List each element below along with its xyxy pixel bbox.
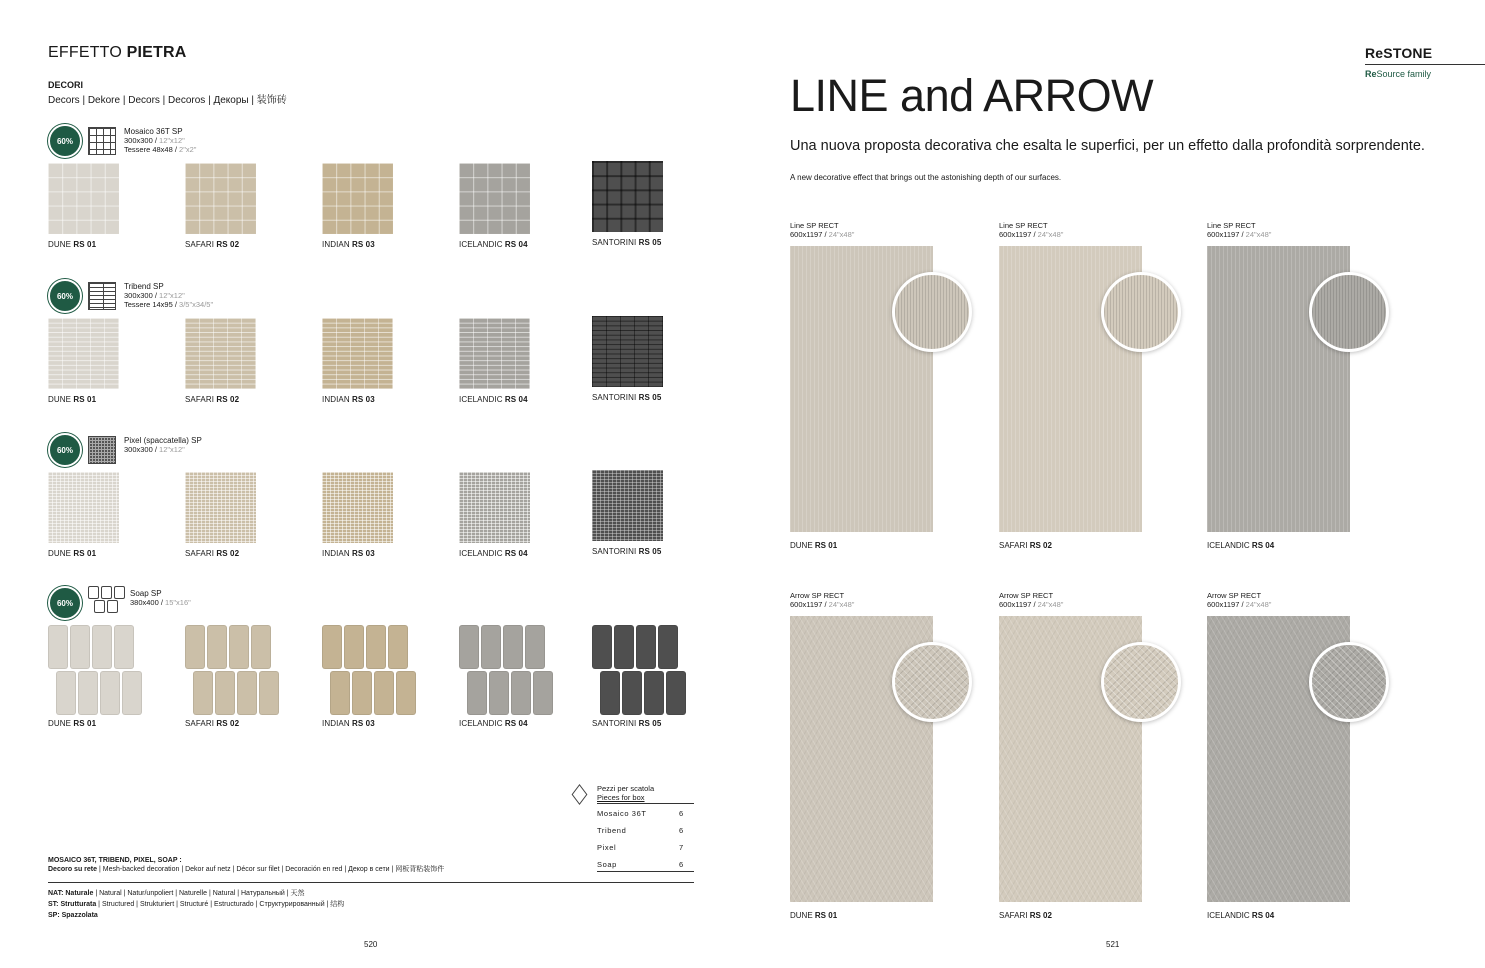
tile-pattern-icon: [88, 127, 116, 155]
mesh-translations: | Mesh-backed decoration | Dekor auf netz | Décor sur filet | Decoración en red | Декор в сети | 网板背粘装饰件: [97, 866, 445, 873]
color-code: RS 05: [638, 547, 662, 556]
section-meta: [124, 127, 196, 154]
tile-label: [592, 238, 661, 247]
slab-meta: [999, 221, 1063, 239]
texture-zoom: [1309, 272, 1389, 352]
divider: [48, 882, 694, 883]
color-name: ICELANDIC: [459, 549, 503, 558]
color-code: RS 04: [504, 549, 528, 558]
brand-family-rest: Source family: [1376, 69, 1432, 79]
color-code: RS 01: [73, 395, 97, 404]
brand-name: ReSTONE: [1365, 45, 1433, 61]
tile-swatch: [48, 318, 119, 389]
pieces-row: [597, 843, 694, 852]
slab-meta: [1207, 591, 1271, 609]
tile-swatch: [459, 163, 530, 234]
st-translations: | Structured | Strukturiert | Structuré | Estructurado | Структурированный | 结构: [96, 901, 345, 908]
pieces-subtitle: Pieces for box: [597, 793, 645, 802]
color-name: SAFARI: [185, 549, 215, 558]
tile-swatch: [459, 318, 530, 389]
product-name: Soap SP: [130, 589, 162, 598]
color-name: DUNE: [48, 395, 72, 404]
slab-size: 600x1197 /: [1207, 230, 1246, 239]
slab-meta: [999, 591, 1063, 609]
recycle-badge-icon: [48, 124, 82, 158]
tessera-size: Tessere 48x48 /: [124, 145, 180, 154]
color-code: RS 05: [638, 238, 662, 247]
slab-size-inches: 24"x48": [828, 230, 855, 239]
tessera-size-inches: 3/5"x34/5": [179, 300, 214, 309]
texture-zoom: [892, 272, 972, 352]
right-page: [742, 0, 1485, 968]
color-code: RS 02: [1029, 541, 1052, 550]
notes-heading: MOSAICO 36T, TRIBEND, PIXEL, SOAP :: [48, 857, 182, 864]
color-name: SAFARI: [185, 719, 215, 728]
color-code: RS 05: [638, 393, 662, 402]
pieces-count: 6: [679, 809, 684, 818]
slab-meta: [790, 221, 854, 239]
recycle-badge-icon: [48, 433, 82, 467]
product-name: Tribend SP: [124, 282, 164, 291]
texture-zoom: [892, 642, 972, 722]
color-code: RS 02: [216, 719, 240, 728]
tile-label: [48, 719, 96, 728]
slab-size: 600x1197 /: [999, 230, 1038, 239]
line-product-name: Line SP RECT: [790, 221, 839, 230]
product-size: 380x400 /: [130, 598, 166, 607]
tile-label: [459, 719, 528, 728]
decori-subtitle: Decors | Dekore | Decors | Decoros | Декоры | 装饰砖: [48, 95, 287, 106]
tile-swatch: [48, 163, 119, 234]
pieces-row: [597, 860, 694, 869]
tile-label: [322, 719, 375, 728]
color-code: RS 02: [216, 549, 240, 558]
color-name: DUNE: [48, 549, 72, 558]
color-code: RS 04: [1251, 911, 1275, 920]
brand-family: [1365, 69, 1485, 79]
tile-swatch: [592, 316, 663, 387]
product-name: Mosaico 36T SP: [124, 127, 183, 136]
color-name: INDIAN: [322, 240, 350, 249]
tile-pattern-icon: [88, 282, 116, 310]
pieces-row: [597, 809, 694, 818]
recycle-badge-icon: [48, 586, 82, 620]
color-code: RS 02: [216, 240, 240, 249]
slab-size-inches: 24"x48": [1037, 230, 1064, 239]
section-header: [48, 44, 187, 62]
tile-swatch: [185, 163, 256, 234]
tile-pattern-icon: [88, 436, 116, 464]
product-size-inches: 12"x12": [159, 291, 185, 300]
st-label: ST: Strutturata: [48, 901, 97, 908]
product-size: 300x300 /: [124, 136, 160, 145]
recycle-percentage: 60%: [56, 445, 73, 455]
tile-label: [185, 719, 239, 728]
color-name: INDIAN: [322, 395, 350, 404]
slab-size-inches: 24"x48": [1245, 230, 1272, 239]
line-product-name: Line SP RECT: [999, 221, 1048, 230]
color-name: INDIAN: [322, 719, 350, 728]
mesh-label: Decoro su rete: [48, 866, 98, 873]
tile-label: [592, 547, 661, 556]
tile-label: [185, 240, 239, 249]
color-name: SANTORINI: [592, 238, 637, 247]
color-code: RS 03: [352, 719, 375, 728]
box-icon: [570, 786, 588, 804]
finish-legend: [48, 889, 344, 920]
color-name: SAFARI: [999, 541, 1028, 550]
color-code: RS 03: [352, 549, 375, 558]
pieces-count: 6: [679, 860, 684, 869]
slab-meta: [790, 591, 854, 609]
tile-swatch: [322, 318, 393, 389]
tile-swatch: [592, 625, 684, 717]
header-prefix: EFFETTO: [48, 44, 122, 61]
pieces-count: 7: [679, 843, 684, 852]
color-name: ICELANDIC: [459, 395, 503, 404]
arrow-product-name: Arrow SP RECT: [1207, 591, 1262, 600]
nat-label: NAT: Naturale: [48, 890, 94, 897]
mesh-note: [48, 856, 444, 874]
color-code: RS 04: [1251, 541, 1275, 550]
decori-block: [48, 80, 287, 106]
page-number: 521: [1106, 940, 1120, 949]
recycle-percentage: 60%: [56, 598, 73, 608]
slab-label: [790, 541, 837, 550]
divider: [1365, 64, 1485, 65]
sp-label: SP: Spazzolata: [48, 912, 98, 919]
tile-swatch: [322, 472, 393, 543]
tessera-size: Tessere 14x95 /: [124, 300, 180, 309]
tile-label: [322, 240, 375, 249]
color-name: SAFARI: [185, 395, 215, 404]
header-bold: PIETRA: [126, 44, 187, 61]
tile-label: [592, 393, 661, 402]
tile-swatch: [185, 472, 256, 543]
tile-swatch: [322, 625, 414, 717]
left-page: [0, 0, 742, 968]
brand-family-prefix: Re: [1365, 69, 1377, 79]
product-size-inches: 12"x12": [159, 445, 185, 454]
decor-section: [48, 279, 688, 419]
color-name: SAFARI: [999, 911, 1028, 920]
nat-translations: | Natural | Natur/unpoliert | Naturelle | Natural | Натуральный | 天然: [93, 890, 305, 897]
section-meta: [124, 282, 213, 309]
page-title: LINE and ARROW: [790, 70, 1154, 121]
color-code: RS 03: [352, 395, 375, 404]
tile-swatch: [48, 472, 119, 543]
tile-label: [459, 395, 528, 404]
tile-pattern-icon: [88, 586, 128, 614]
slab-label: [1207, 541, 1274, 550]
tile-label: [48, 549, 96, 558]
color-name: SANTORINI: [592, 719, 637, 728]
color-name: DUNE: [48, 240, 72, 249]
color-code: RS 01: [814, 541, 838, 550]
slab-size-inches: 24"x48": [1037, 600, 1064, 609]
recycle-percentage: 60%: [56, 291, 73, 301]
color-code: RS 03: [352, 240, 375, 249]
color-name: DUNE: [48, 719, 72, 728]
color-name: ICELANDIC: [1207, 541, 1250, 550]
tile-label: [48, 240, 96, 249]
page-number: 520: [364, 940, 378, 949]
color-name: ICELANDIC: [1207, 911, 1250, 920]
color-code: RS 01: [73, 549, 97, 558]
tile-swatch: [185, 318, 256, 389]
decor-section: [48, 433, 688, 573]
texture-zoom: [1101, 642, 1181, 722]
decor-section: [48, 124, 688, 264]
lead-italian: Una nuova proposta decorativa che esalta le superfici, per un effetto dalla profondità sorprendente.: [790, 138, 1425, 154]
texture-zoom: [1309, 642, 1389, 722]
divider: [597, 871, 694, 872]
product-size-inches: 12"x12": [159, 136, 185, 145]
tile-label: [459, 240, 528, 249]
product-size: 300x300 /: [124, 291, 160, 300]
pieces-product: Tribend: [597, 826, 627, 835]
section-meta: [124, 436, 202, 454]
slab-label: [999, 911, 1052, 920]
product-name: Pixel (spaccatella) SP: [124, 436, 202, 445]
color-name: SANTORINI: [592, 393, 637, 402]
color-name: ICELANDIC: [459, 719, 503, 728]
color-name: DUNE: [790, 541, 813, 550]
tile-swatch: [48, 625, 140, 717]
color-code: RS 01: [814, 911, 838, 920]
slab-size: 600x1197 /: [1207, 600, 1246, 609]
decor-section: [48, 586, 688, 726]
product-size: 300x300 /: [124, 445, 160, 454]
tile-swatch: [322, 163, 393, 234]
texture-zoom: [1101, 272, 1181, 352]
color-code: RS 02: [216, 395, 240, 404]
pieces-title: Pezzi per scatola: [597, 784, 655, 793]
recycle-percentage: 60%: [56, 136, 73, 146]
slab-meta: [1207, 221, 1271, 239]
slab-size: 600x1197 /: [790, 230, 829, 239]
color-code: RS 05: [638, 719, 662, 728]
pieces-heading: [597, 784, 654, 802]
slab-label: [999, 541, 1052, 550]
color-code: RS 01: [73, 240, 97, 249]
arrow-product-name: Arrow SP RECT: [790, 591, 845, 600]
color-code: RS 04: [504, 395, 528, 404]
pieces-count: 6: [679, 826, 684, 835]
divider: [597, 803, 694, 804]
tile-swatch: [592, 470, 663, 541]
slab-label: [1207, 911, 1274, 920]
slab-size-inches: 24"x48": [828, 600, 855, 609]
slab-size: 600x1197 /: [999, 600, 1038, 609]
tile-label: [322, 549, 375, 558]
slab-size-inches: 24"x48": [1245, 600, 1272, 609]
brand-block: [1365, 45, 1485, 79]
tile-swatch: [185, 625, 277, 717]
decori-title: DECORI: [48, 80, 84, 90]
recycle-badge-icon: [48, 279, 82, 313]
product-size-inches: 15"x16": [165, 598, 191, 607]
section-meta: [130, 589, 191, 607]
color-code: RS 02: [1029, 911, 1052, 920]
tile-label: [185, 395, 239, 404]
tile-swatch: [459, 472, 530, 543]
tile-label: [48, 395, 96, 404]
slab-label: [790, 911, 837, 920]
pieces-product: Mosaico 36T: [597, 809, 647, 818]
tile-label: [592, 719, 661, 728]
color-code: RS 01: [73, 719, 97, 728]
color-name: ICELANDIC: [459, 240, 503, 249]
tile-swatch: [459, 625, 551, 717]
tile-label: [185, 549, 239, 558]
color-name: SAFARI: [185, 240, 215, 249]
tile-label: [322, 395, 375, 404]
line-product-name: Line SP RECT: [1207, 221, 1256, 230]
tile-label: [459, 549, 528, 558]
slab-size: 600x1197 /: [790, 600, 829, 609]
color-code: RS 04: [504, 240, 528, 249]
lead-english: A new decorative effect that brings out the astonishing depth of our surfaces.: [790, 173, 1062, 182]
color-code: RS 04: [504, 719, 528, 728]
pieces-row: [597, 826, 694, 835]
color-name: SANTORINI: [592, 547, 637, 556]
arrow-product-name: Arrow SP RECT: [999, 591, 1054, 600]
pieces-product: Soap: [597, 860, 617, 869]
color-name: INDIAN: [322, 549, 350, 558]
color-name: DUNE: [790, 911, 813, 920]
tile-swatch: [592, 161, 663, 232]
pieces-product: Pixel: [597, 843, 617, 852]
tessera-size-inches: 2"x2": [179, 145, 197, 154]
